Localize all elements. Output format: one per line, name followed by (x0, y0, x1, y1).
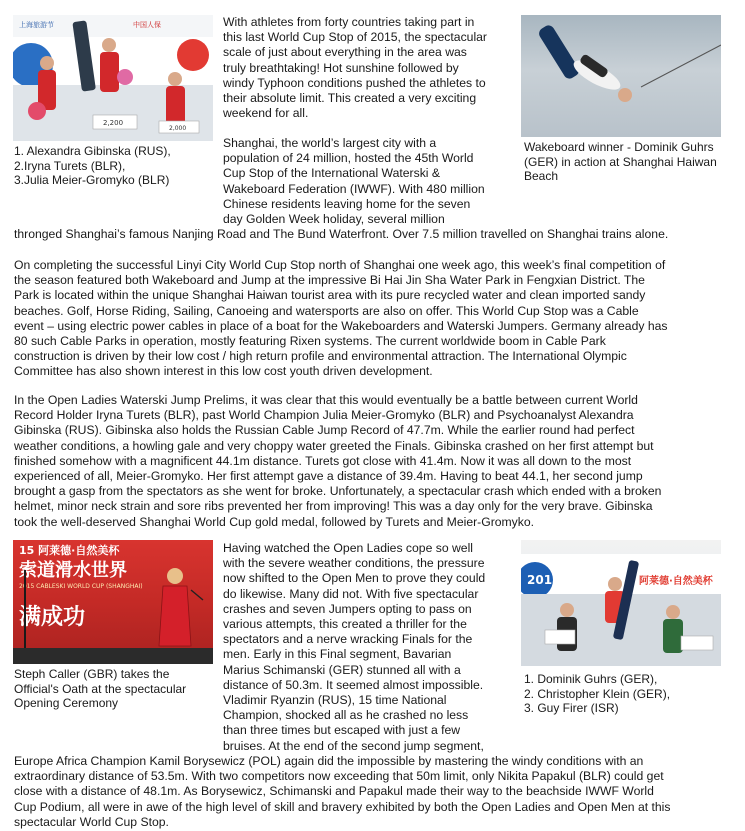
text-line: with the severe weather conditions, the pressure (223, 556, 485, 571)
shanghai-paragraph-end (14, 227, 739, 242)
text-line: took the well-deserved Shanghai World Cup gold medal, followed by Turets and Meier-Gromyko. (14, 514, 535, 529)
text-line: now shifted to the Open Men to prove they could (223, 571, 486, 586)
caption-line: Wakeboard winner - Dominik Guhrs (524, 140, 714, 154)
text-line: crashes and seven Jumpers opting to pass on (223, 601, 472, 616)
caption-line: (GER) in action at Shanghai Haiwan (524, 154, 717, 169)
text-line: With athletes from forty countries taking part in (223, 15, 475, 29)
text-line: spectators and a nerve wracking Finals for the (223, 632, 473, 647)
text-line: day Golden Week holiday, several million (223, 212, 445, 227)
caption-line: 3.Julia Meier-Gromyko (BLR) (14, 173, 170, 187)
text-line: finished somehow with a magnificent 44.1m distance. Turets got close with 41.4m. Now it was all down to the most (14, 453, 632, 468)
caption-line: Steph Caller (GBR) takes the (14, 667, 170, 681)
text-line: Vladimir Ryanzin (RUS), 15 time National (223, 693, 447, 708)
text-line: do likewise. Many did not. With five spectacular (223, 586, 479, 601)
ladies-podium-photo (13, 15, 213, 141)
intro-paragraph (223, 15, 518, 121)
opening-ceremony-photo (13, 540, 213, 664)
text-line: construction is driven by their low cost / high return profile and environmental attraction. The International Olympic (14, 349, 627, 364)
text-line: various attempts, this created a thriller for the (223, 617, 467, 632)
text-line: brought a gasp from the spectators as she went for broke. Unfortunately, a spectacular crash which ended with a broken (14, 484, 662, 499)
podium-banner-text: 阿莱德·自然美杯 (639, 576, 713, 587)
opening-ceremony-illustration (13, 540, 213, 664)
text-line: the season featured both Wakeboard and Jump at the impressive Bi Hai Jin Sha Water Park in Fengxian District. The (14, 273, 645, 288)
mens-podium-photo (521, 540, 721, 666)
backdrop-text-bottom: 满成功 (19, 605, 86, 630)
text-line: On completing the successful Linyi City World Cup Stop north of Shanghai one week ago, this week’s final competition of (14, 258, 666, 272)
text-line: windy Typhoon conditions pushed the athletes to (223, 75, 486, 90)
backdrop-text-top: 15 阿莱德·自然美杯 (19, 544, 120, 557)
caption-line: 1. Dominik Guhrs (GER), (524, 672, 658, 686)
text-line: population of 24 million, hosted the 45th World (223, 151, 474, 166)
wakeboard-photo (521, 15, 721, 137)
wakeboarder-illustration (521, 15, 721, 137)
backdrop-text-sub: 2015 CABLESKI WORLD CUP (SHANGHAI) (19, 583, 143, 590)
text-line: Chinese residents leaving home for the seven (223, 196, 471, 211)
text-line: weather conditions, a howling gale and very choppy water greeted the Finals. Gibinska crashed on her first attempt but (14, 438, 654, 453)
mens-jump-paragraph-end (14, 754, 739, 830)
ladies-podium-caption (14, 144, 214, 188)
text-line: event – using electric power cables in place of a boat for the Wakeboarders and Waterski Jumpers. Germany already has (14, 318, 668, 333)
text-line: Park is located within the unique Shanghai Haiwan tourist area with its pure recycled water and clean imported sandy (14, 288, 646, 303)
text-line: scale of just about everything in the area was (223, 45, 467, 60)
caption-line: 2.Iryna Turets (BLR), (14, 158, 126, 173)
text-line: Having watched the Open Ladies cope so well (223, 541, 473, 555)
mens-podium-illustration (521, 540, 721, 666)
text-line: experienced of all, Meier-Gromyko. Her first attempt gave a distance of 39.4m. Having to beat 44.1, her second jump (14, 469, 643, 484)
text-line: Europe Africa Champion Kamil Borysewicz (POL) again did the impossible by mastering the windy conditions with an (14, 754, 644, 768)
mens-podium-caption (524, 672, 729, 716)
text-line: their absolute limit. This created a very exciting (223, 91, 477, 106)
caption-line: 3. Guy Firer (ISR) (524, 701, 619, 715)
banner-text-1: 上海旅游节 (19, 21, 54, 29)
text-line: bruises. At the end of the second jump segment, (223, 738, 484, 753)
text-line: truly breathtaking! Hot sunshine followed by (223, 60, 459, 75)
shanghai-paragraph (223, 136, 518, 227)
wakeboard-caption (524, 140, 729, 184)
podium-year: 2015 (527, 573, 561, 587)
text-line: Cup Stop of the International Waterski & (223, 166, 441, 181)
backdrop-text-mid: 索道滑水世界 (19, 560, 127, 581)
text-line: 80 such Cable Parks in operation, mostly featuring Rixen systems. The current worldwide boom in Cable Park (14, 334, 606, 349)
caption-line: Opening Ceremony (14, 696, 119, 710)
text-line: helmet, minor neck strain and sore ribs prevented her from improving! This was a day only for the very brave. Gibinska (14, 499, 653, 514)
ladies-podium-illustration (13, 15, 213, 141)
opening-ceremony-caption (14, 667, 219, 711)
text-line: Wakeboard Federation (IWWF). With 480 million (223, 181, 485, 196)
caption-line: Beach (524, 169, 559, 183)
text-line: weekend for all. (223, 106, 309, 121)
linyi-paragraph (14, 258, 739, 380)
text-line: Shanghai, the world’s largest city with a (223, 136, 437, 150)
text-line: distance of 50.3m. It seemed almost impossible. (223, 677, 484, 692)
text-line: men. Early in this Final segment, Bavarian (223, 647, 452, 662)
prize-card-1: 2,200 (103, 119, 124, 127)
banner-text-2: 中国人保 (133, 21, 161, 29)
text-line: thronged Shanghai’s famous Nanjing Road and The Bund Waterfront. Over 7.5 million travelled on Shanghai trains alone. (14, 227, 669, 241)
text-line: In the Open Ladies Waterski Jump Prelims, it was clear that this would eventually be a battle between current World (14, 393, 638, 407)
text-line: Committee has also shown interest in this low cost youth driven development. (14, 364, 433, 379)
text-line: close with a distance of 48.1m. As Borysewicz, Schimanski and Papakul made their way to the beachside IWWF World (14, 784, 654, 799)
text-line: Marius Schimanski (GER) stunned all with a (223, 662, 461, 677)
text-line: this last World Cup Stop of 2015, the spectacular (223, 30, 487, 45)
text-line: extraordinary distance of 53.5m. With two competitors now exceeding that 50m limit, only Nikita Papakul (BLR) could get (14, 769, 664, 784)
caption-line: 2. Christopher Klein (GER), (524, 686, 671, 701)
caption-line: Official's Oath at the spectacular (14, 681, 187, 696)
text-line: Record Holder Iryna Turets (BLR), past World Champion Julia Meier-Gromyko (BLR) and Psychoanalyst Alexandra (14, 408, 634, 423)
prize-card-2: 2,000 (169, 125, 187, 132)
caption-line: 1. Alexandra Gibinska (RUS), (14, 144, 171, 158)
ladies-jump-paragraph (14, 393, 739, 530)
mens-jump-paragraph (223, 541, 518, 754)
text-line: beaches. Golf, Horse Riding, Sailing, Canoeing and watersports are also on offer. This World Cup Stop was a Cable (14, 303, 639, 318)
text-line: than three times but escaped with just a few (223, 723, 461, 738)
speaker (159, 568, 203, 646)
text-line: Gibinska (RUS). Gibinska also holds the Russian Cable Jump Record of 47.7m. While the earlier round had perfect (14, 423, 635, 438)
text-line: Cup Podium, all were in awe of the high level of skill and bravery exhibited by both the Open Ladies and Open Men at this (14, 799, 671, 814)
text-line: Champion, shocked all as he crashed no less (223, 708, 469, 723)
text-line: spectacular World Cup Stop. (14, 814, 169, 829)
